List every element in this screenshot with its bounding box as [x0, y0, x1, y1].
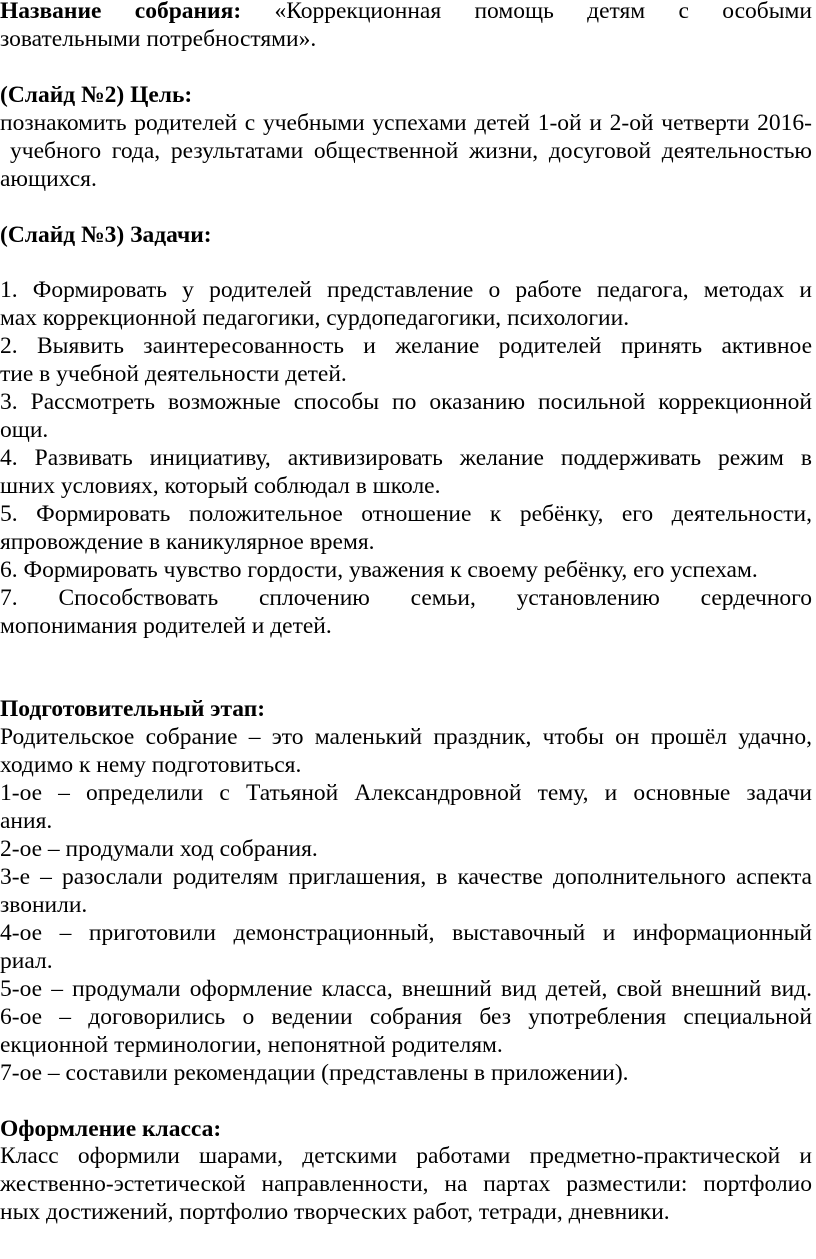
blank-line — [0, 194, 812, 222]
prep-step-line: 4-ое – приготовили демонстрационный, выставочный и информационный — [0, 919, 812, 946]
section-heading: Оформление класса: — [0, 1115, 222, 1142]
task-item-line: 7. Способствовать сплочению семьи, установлению сердечного — [0, 584, 812, 611]
task-item-line: 4. Развивать инициативу, активизировать желание поддерживать режим в — [0, 445, 812, 471]
task-item-line: 6. Формировать чувство гордости, уважения к своему ребёнку, его успехам. — [0, 556, 758, 583]
task-item-line: шних условиях, который соблюдал в школе. — [0, 472, 441, 499]
decor-paragraph-line: жественно-эстетической направленности, на партах разместили: портфолио — [0, 1171, 812, 1198]
section-heading: Подготовительный этап: — [0, 696, 266, 723]
prep-step-line: 2-ое – продумали ход собрания. — [0, 836, 318, 863]
blank-line — [0, 54, 812, 82]
prep-paragraph-line: Родительское собрание – это маленький праздник, чтобы он прошёл удачно, — [0, 724, 812, 751]
prep-step-line: звонили. — [0, 892, 88, 918]
section-heading: (Слайд №2) Цель: — [0, 81, 193, 108]
task-item-line: 5. Формировать положительное отношение к ребёнку, его деятельности, — [0, 500, 812, 527]
blank-line — [0, 249, 812, 277]
blank-line — [0, 641, 812, 669]
prep-step-line: екционной терминологии, непонятной родителям. — [0, 1031, 503, 1058]
blank-line — [0, 669, 812, 697]
goal-paragraph-line: познакомить родителей с учебными успехами детей 1-ой и 2-ой четверти 2016- — [0, 109, 812, 136]
prep-paragraph-line: ходимо к нему подготовиться. — [0, 752, 302, 779]
prep-step-line: 1-ое – определили с Татьяной Александровной тему, и основные задачи — [0, 780, 812, 807]
task-item-line: мопонимания родителей и детей. — [0, 612, 332, 639]
decor-paragraph-line: ных достижений, портфолио творческих работ, тетради, дневники. — [0, 1199, 670, 1226]
blank-line — [0, 1088, 812, 1116]
task-item-line: тие в учебной деятельности детей. — [0, 361, 347, 388]
prep-step-line: 5-ое – продумали оформление класса, внешний вид детей, свой внешний вид. — [0, 975, 812, 1002]
task-item-line: япровождение в каникулярное время. — [0, 528, 375, 555]
meeting-title-line: Название собрания: «Коррекционная помощь детям с особыми — [0, 0, 812, 24]
section-heading: (Слайд №3) Задачи: — [0, 221, 212, 248]
decor-paragraph-line: Класс оформили шарами, детскими работами предметно-практической и — [0, 1143, 812, 1170]
task-item-line: 3. Рассмотреть возможные способы по оказанию посильной коррекционной — [0, 389, 812, 416]
prep-step-line: ания. — [0, 808, 53, 835]
task-item-line: ощи. — [0, 417, 49, 444]
task-item-line: мах коррекционной педагогики, сурдопедагогики, психологии. — [0, 305, 630, 332]
goal-paragraph-line: учебного года, результатами общественной жизни, досуговой деятельностью — [10, 137, 812, 164]
prep-step-line: 7-ое – составили рекомендации (представлены в приложении). — [0, 1059, 629, 1086]
prep-step-line: 3-е – разослали родителям приглашения, в качестве дополнительного аспекта — [0, 864, 812, 891]
task-item-line: 2. Выявить заинтересованность и желание родителей принять активное — [0, 333, 812, 360]
prep-step-line: риал. — [0, 947, 53, 974]
prep-step-line: 6-ое – договорились о ведении собрания без употребления специальной — [0, 1003, 812, 1030]
goal-paragraph-line: ающихся. — [0, 165, 97, 192]
meeting-title-line: зовательными потребностями». — [0, 25, 317, 52]
task-item-line: 1. Формировать у родителей представление о работе педагога, методах и — [0, 277, 812, 304]
